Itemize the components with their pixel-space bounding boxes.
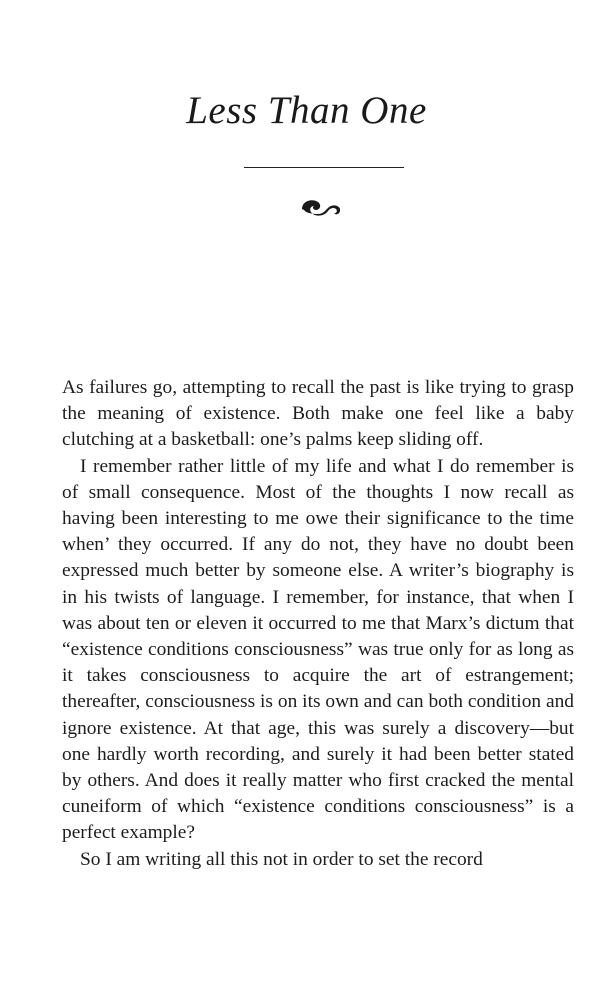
title-rule-divider	[244, 167, 404, 168]
paragraph-1: As failures go, attempting to recall the past is like trying to grasp the meaning of existence. Both make one feel like a baby clutching at a basketball: one’s palms keep sliding off.	[62, 377, 574, 451]
fleuron-icon	[296, 195, 344, 223]
paragraph-3: So I am writing all this not in order to set the record	[80, 848, 483, 870]
chapter-title: Less Than One	[186, 89, 427, 132]
paragraph-2: I remember rather little of my life and what I do remember is of small consequence. Most of the thoughts I now recall as having been interesting to me owe their significance to the time when’ they occurred. If any do not, they have no doubt been expressed much better by someone else. A writer’s biography is in his twists of language. I remember, for instance, that when I was about ten or eleven it occurred to me that Marx’s dictum that “existence conditions consciousness” was true only for as long as it takes consciousness to acquire the art of estrangement; thereafter, consciousness is on its own and can both condition and ignore existence. At that age, this was surely a discovery—but one hardly worth recording, and surely it had been better stated by others. And does it really matter who first cracked the mental cuneiform of which “existence conditions consciousness” is a perfect example?	[62, 455, 574, 844]
body-text	[62, 375, 574, 873]
